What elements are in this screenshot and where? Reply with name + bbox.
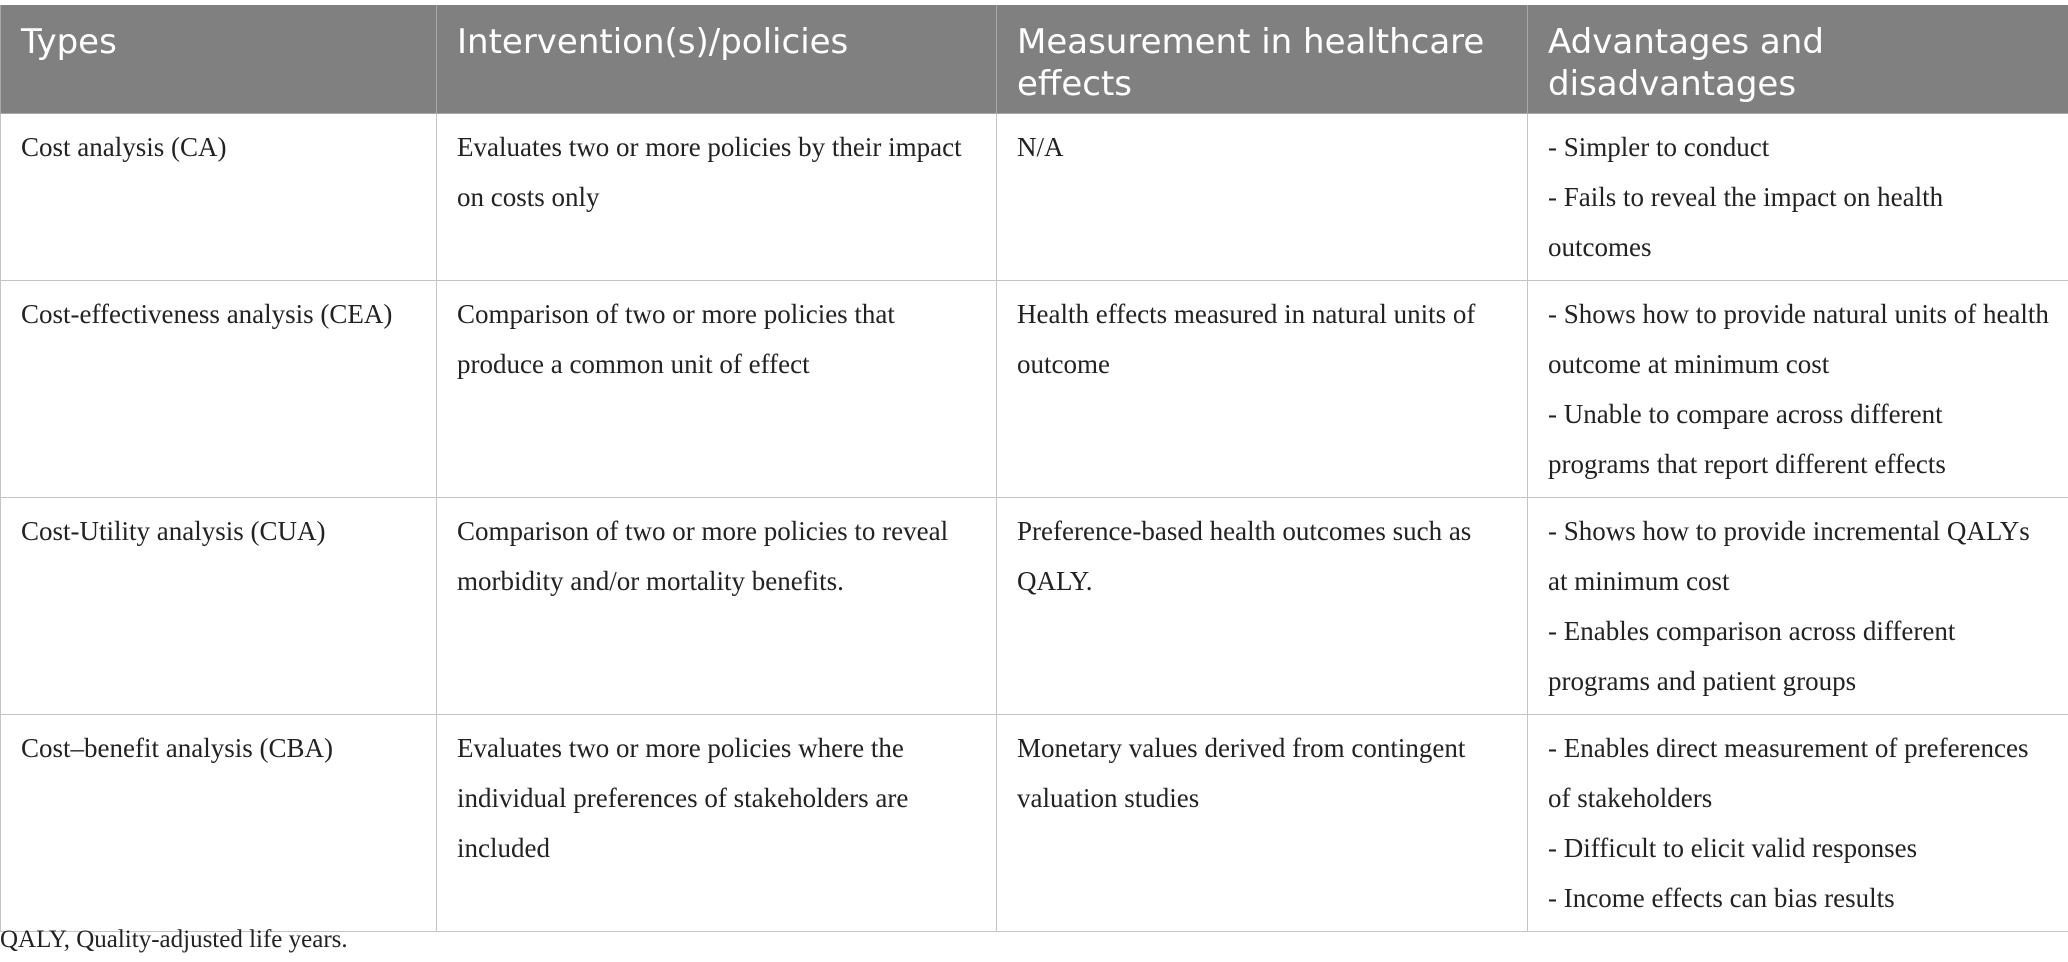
cell-advantages [1528, 114, 2068, 281]
cell-type: Cost analysis (CA) [1, 114, 437, 281]
cell-intervention: Evaluates two or more policies where the individual preferences of stakeholders are included [437, 715, 997, 932]
header-row [1, 5, 2068, 114]
header-types: Types [1, 5, 437, 114]
advantage-item: - Enables comparison across different programs and patient groups [1548, 616, 1956, 696]
table-row [1, 114, 2068, 281]
header-advantages: Advantages and disadvantages [1528, 5, 2068, 114]
cell-intervention: Comparison of two or more policies to reveal morbidity and/or mortality benefits. [437, 498, 997, 715]
cell-measurement: Preference-based health outcomes such as QALY. [997, 498, 1528, 715]
cell-measurement: Health effects measured in natural units of outcome [997, 281, 1528, 498]
cell-advantages [1528, 715, 2068, 932]
table-header [1, 5, 2068, 114]
cell-type: Cost-effectiveness analysis (CEA) [1, 281, 437, 498]
cell-measurement: Monetary values derived from contingent valuation studies [997, 715, 1528, 932]
cell-intervention: Evaluates two or more policies by their impact on costs only [437, 114, 997, 281]
table-row [1, 715, 2068, 932]
cell-type: Cost–benefit analysis (CBA) [1, 715, 437, 932]
table-row [1, 281, 2068, 498]
economic-evaluation-table [0, 5, 2068, 932]
advantage-item: - Difficult to elicit valid responses [1548, 833, 1918, 863]
header-interventions: Intervention(s)/policies [437, 5, 997, 114]
header-measurement: Measurement in healthcare effects [997, 5, 1528, 114]
cell-measurement: N/A [997, 114, 1528, 281]
table-row [1, 498, 2068, 715]
cell-intervention: Comparison of two or more policies that produce a common unit of effect [437, 281, 997, 498]
table-body [1, 114, 2068, 932]
table-footnote: QALY, Quality-adjusted life years. [0, 926, 348, 953]
cell-type: Cost-Utility analysis (CUA) [1, 498, 437, 715]
cell-advantages [1528, 281, 2068, 498]
advantage-item: - Fails to reveal the impact on health outcomes [1548, 182, 1944, 262]
advantage-item: - Unable to compare across different programs that report different effects [1548, 399, 1946, 479]
advantage-item: - Enables direct measurement of preferences of stakeholders [1548, 733, 2029, 813]
cell-advantages [1528, 498, 2068, 715]
advantage-item: - Income effects can bias results [1548, 883, 1895, 913]
advantage-item: - Shows how to provide natural units of health outcome at minimum cost [1548, 299, 2049, 379]
advantage-item: - Shows how to provide incremental QALYs at minimum cost [1548, 516, 2030, 596]
advantage-item: - Simpler to conduct [1548, 132, 1770, 162]
